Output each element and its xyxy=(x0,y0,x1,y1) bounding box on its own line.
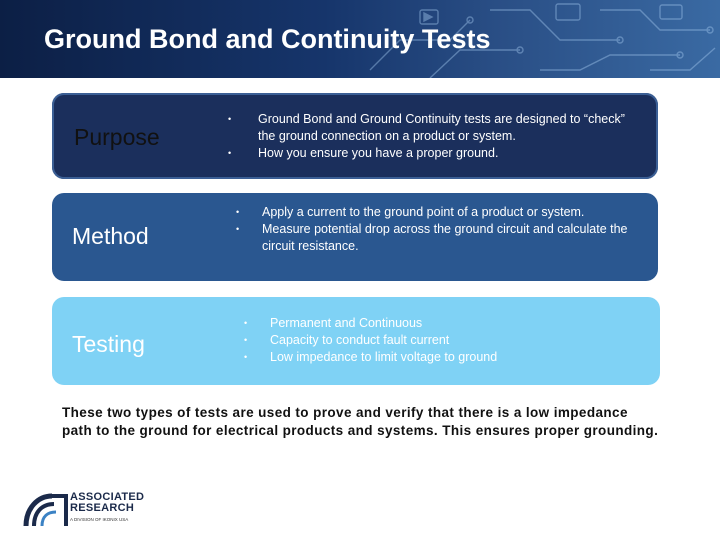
bullet-item xyxy=(228,145,630,162)
bullet-item xyxy=(228,111,630,145)
bullet-text: Capacity to conduct fault current xyxy=(270,333,450,347)
logo-name xyxy=(70,492,144,514)
bullet-glyph: • xyxy=(244,318,248,328)
bullet-text: Ground Bond and Ground Continuity tests are designed to “check” the ground connection on a product or system. xyxy=(258,112,625,143)
logo-tagline: A DIVISION OF IKONIX USA xyxy=(70,517,129,522)
bullet-item xyxy=(236,204,636,221)
logo-name-line2: RESEARCH xyxy=(70,502,135,514)
bullet-glyph: • xyxy=(236,207,240,217)
bullet-glyph: • xyxy=(244,335,248,345)
title-bar xyxy=(0,0,720,78)
bullet-item xyxy=(244,332,624,349)
method-label: Method xyxy=(72,223,149,249)
bullet-glyph: • xyxy=(228,148,232,158)
bullet-glyph: • xyxy=(236,224,240,234)
bullet-glyph: • xyxy=(244,352,248,362)
bullet-item xyxy=(236,221,636,255)
purpose-bullets xyxy=(228,111,630,162)
testing-label: Testing xyxy=(72,331,145,357)
bullet-item xyxy=(244,349,624,366)
bullet-text: How you ensure you have a proper ground. xyxy=(258,146,499,160)
bullet-item xyxy=(244,315,624,332)
slide-title: Ground Bond and Continuity Tests xyxy=(44,24,491,54)
bullet-glyph: • xyxy=(228,114,232,124)
logo-mark-icon xyxy=(22,490,68,530)
method-bullets xyxy=(236,204,636,255)
bullet-text: Low impedance to limit voltage to ground xyxy=(270,350,498,364)
logo-name-line1: ASSOCIATED xyxy=(70,491,145,503)
summary-paragraph: These two types of tests are used to prove and verify that there is a low impedance path to the ground for electrical products and systems. This ensures proper grounding. xyxy=(62,405,659,438)
bullet-text: Permanent and Continuous xyxy=(270,316,423,330)
bullet-text: Measure potential drop across the ground circuit and calculate the circuit resistance. xyxy=(262,222,628,253)
associated-research-logo xyxy=(22,490,172,530)
bullet-text: Apply a current to the ground point of a product or system. xyxy=(262,205,585,219)
testing-bullets xyxy=(244,315,624,366)
purpose-label: Purpose xyxy=(74,124,160,150)
